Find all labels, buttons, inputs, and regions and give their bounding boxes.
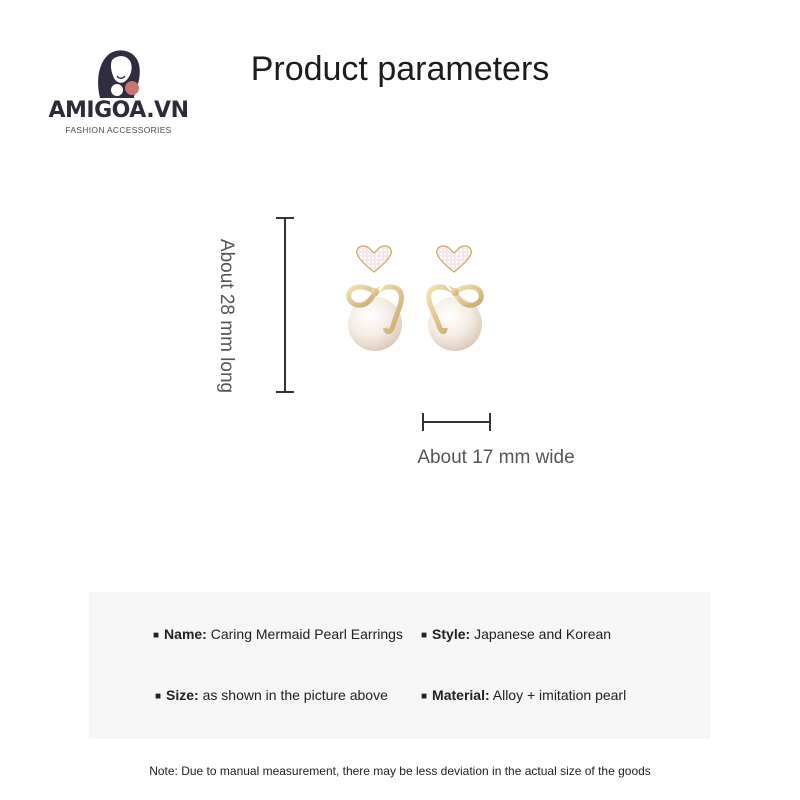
bullet-icon: ■ [155,691,162,702]
param-material [421,687,626,703]
right-earring-icon [428,246,482,351]
brand-name: AMIGOA.VN [48,98,189,123]
width-dimension-left-cap [422,413,424,431]
measurement-note: Note: Due to manual measurement, there may be less deviation in the actual size of the goods [149,764,651,778]
length-dimension-bottom-cap [276,391,294,393]
params-panel [89,592,710,739]
length-dimension-line [284,217,286,393]
param-value: Japanese and Korean [474,626,612,642]
param-key: Style: [432,626,471,642]
width-dimension-right-cap [489,413,491,431]
param-value: Caring Mermaid Pearl Earrings [210,626,403,642]
left-earring-icon [348,246,402,351]
pearl-earrings-icon [335,240,495,360]
bullet-icon: ■ [421,691,428,702]
param-style [421,626,611,642]
bullet-icon: ■ [421,630,428,641]
param-value: Alloy + imitation pearl [492,687,627,703]
param-key: Name: [164,626,207,642]
width-dimension-line [422,421,490,423]
param-key: Material: [432,687,490,703]
param-size [155,687,388,703]
length-dimension-top-cap [276,217,294,219]
width-label: About 17 mm wide [417,447,575,468]
param-key: Size: [166,687,199,703]
param-name [153,626,403,642]
bullet-icon: ■ [153,630,160,641]
param-value: as shown in the picture above [202,687,388,703]
length-label: About 28 mm long [216,238,237,394]
brand-tagline: FASHION ACCESSORIES [65,125,172,135]
page-title: Product parameters [250,50,550,88]
